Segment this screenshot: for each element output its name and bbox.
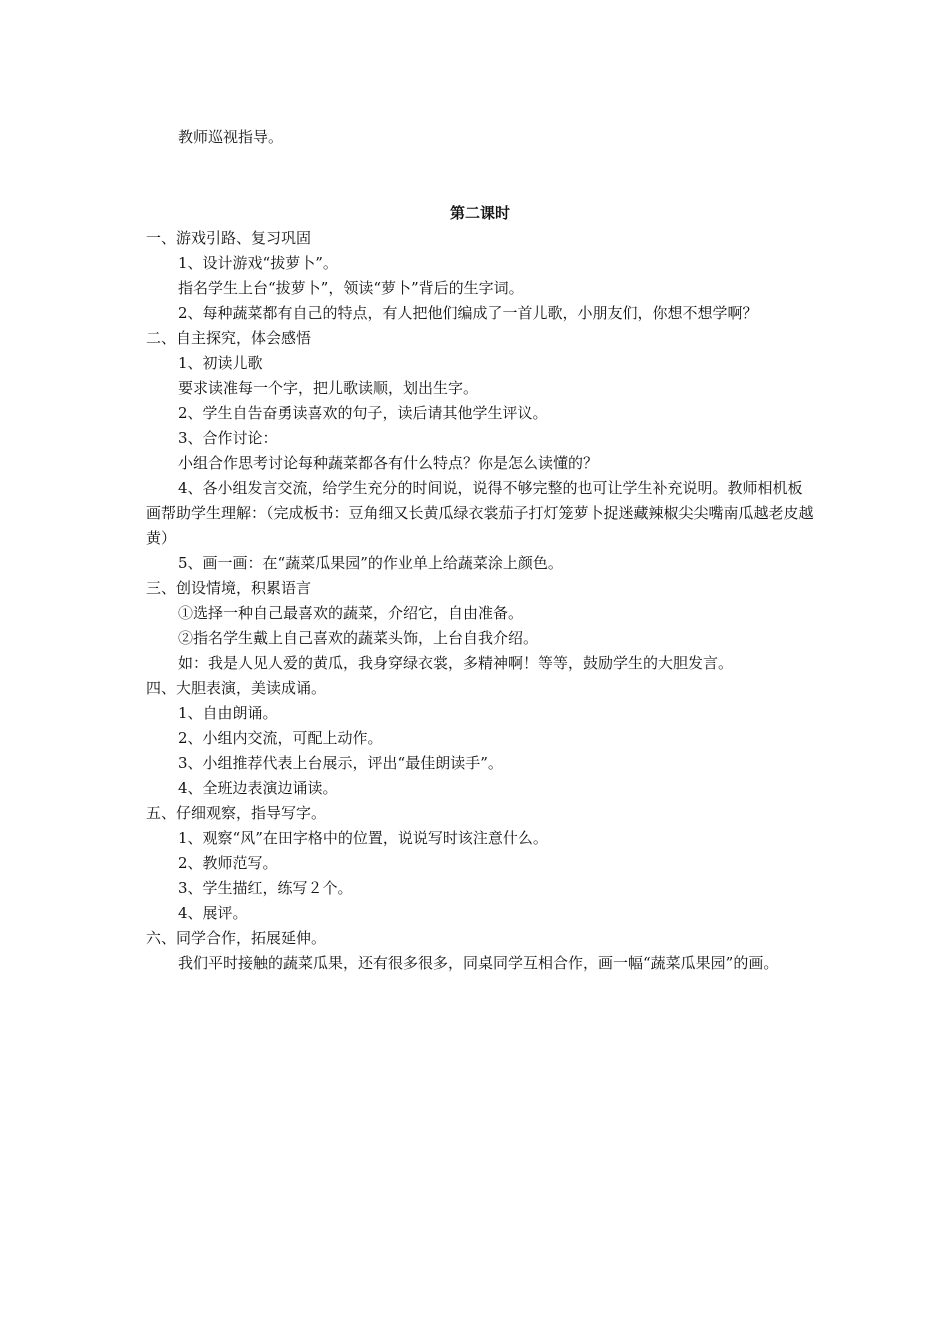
- lesson-title: 第二课时: [449, 204, 510, 222]
- paragraph: 要求读准每一个字，把儿歌读顺，划出生字。: [178, 379, 479, 397]
- section-heading: 一、游戏引路、复习巩固: [146, 229, 312, 247]
- paragraph: 3、学生描红，练写２个。: [178, 879, 353, 897]
- paragraph: 2、学生自告奋勇读喜欢的句子，读后请其他学生评议。: [178, 404, 548, 422]
- paragraph: 4、全班边表演边诵读。: [178, 779, 338, 797]
- intro-paragraph: 教师巡视指导。: [178, 128, 284, 146]
- paragraph: 1、自由朗诵。: [178, 704, 278, 722]
- paragraph: 2、教师范写。: [178, 854, 278, 872]
- section-heading: 六、同学合作，拓展延伸。: [146, 929, 327, 947]
- paragraph: 3、小组推荐代表上台展示，评出“最佳朗读手”。: [178, 754, 503, 772]
- paragraph: 3、合作讨论：: [178, 429, 278, 447]
- paragraph: ①选择一种自己最喜欢的蔬菜，介绍它，自由准备。: [178, 604, 524, 622]
- paragraph: 1、设计游戏“拔萝卜”。: [178, 254, 338, 272]
- paragraph: 小组合作思考讨论每种蔬菜都各有什么特点？你是怎么读懂的？: [178, 454, 599, 472]
- paragraph: 我们平时接触的蔬菜瓜果，还有很多很多，同桌同学互相合作，画一幅“蔬菜瓜果园”的画。: [178, 954, 779, 972]
- paragraph: 5、画一画：在“蔬菜瓜果园”的作业单上给蔬菜涂上颜色。: [178, 554, 563, 572]
- paragraph: ②指名学生戴上自己喜欢的蔬菜头饰，上台自我介绍。: [178, 629, 539, 647]
- section-heading: 五、仔细观察，指导写字。: [146, 804, 327, 822]
- paragraph: 4、各小组发言交流，给学生充分的时间说，说得不够完整的也可让学生补充说明。教师相机板画帮助学生理解：（完成板书：豆角细又长黄瓜绿衣裳茄子打灯笼萝卜捉迷藏辣椒尖尖嘴南瓜越老皮越黄）: [146, 479, 814, 547]
- paragraph: 2、每种蔬菜都有自己的特点，有人把他们编成了一首儿歌，小朋友们，你想不想学啊？: [178, 304, 758, 322]
- paragraph: 指名学生上台“拔萝卜”，领读“萝卜”背后的生字词。: [178, 279, 524, 297]
- paragraph: 2、小组内交流，可配上动作。: [178, 729, 383, 747]
- section-heading: 二、自主探究，体会感悟: [146, 329, 312, 347]
- paragraph: 如：我是人见人爱的黄瓜，我身穿绿衣裳，多精神啊！等等，鼓励学生的大胆发言。: [178, 654, 734, 672]
- paragraph: 4、展评。: [178, 904, 248, 922]
- paragraph: 1、初读儿歌: [178, 354, 263, 372]
- section-heading: 三、创设情境，积累语言: [146, 579, 312, 597]
- section-heading: 四、大胆表演，美读成诵。: [146, 679, 327, 697]
- paragraph: 1、观察“风”在田字格中的位置，说说写时该注意什么。: [178, 829, 548, 847]
